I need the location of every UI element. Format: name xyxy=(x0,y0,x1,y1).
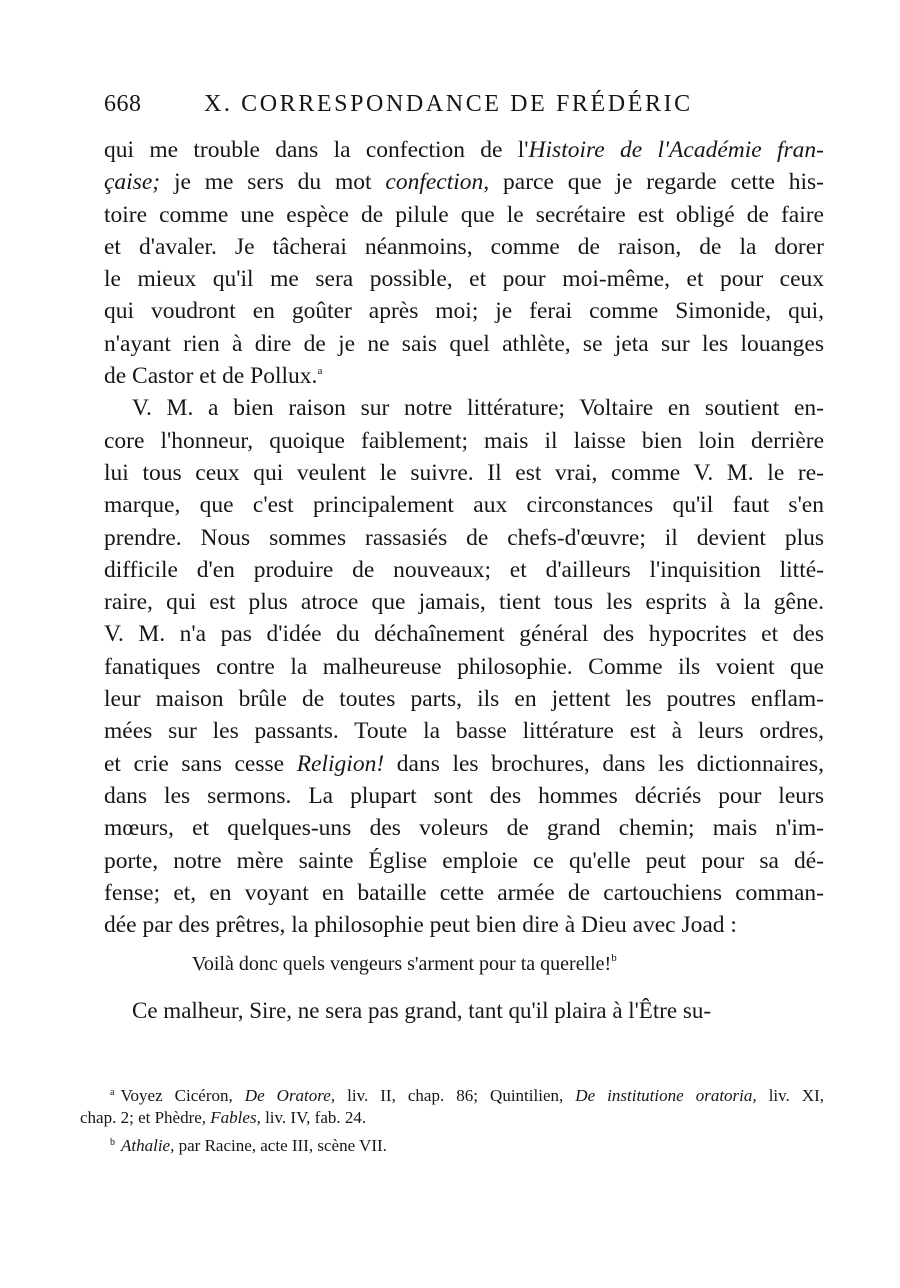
footnote-mark: a xyxy=(110,1087,115,1098)
text-line: n'ayant rien à dire de je ne sais quel athlète, se jeta sur les louanges xyxy=(104,330,824,357)
text-line: V. M. a bien raison sur notre littérature; Voltaire en soutient en- xyxy=(132,395,824,422)
footnote-a: $^a$ Voyez Cicéron, De Oratore, liv. II, chap. 86; Quintilien, De institutione oratoria, liv. XI, xyxy=(110,1086,825,1105)
footnote-b: $^b$ Athalie, par Racine, acte III, scène VII. xyxy=(110,1136,387,1155)
footnotes xyxy=(80,1080,824,1155)
text-line: lui tous ceux qui veulent le suivre. Il est vrai, comme V. M. le re- xyxy=(104,459,824,486)
running-header xyxy=(104,88,824,120)
main-text xyxy=(104,134,824,1028)
footnote-a-continued: chap. 2; et Phèdre, Fables, liv. IV, fab. 24. xyxy=(80,1108,367,1127)
text-line: toire comme une espèce de pilule que le secrétaire est obligé de faire xyxy=(104,201,824,228)
quoted-verse: Voilà donc quels vengeurs s'arment pour ta querelle!$^b$ xyxy=(192,952,617,976)
text-line: mées sur les passants. Toute la basse littérature est à leurs ordres, xyxy=(104,718,824,745)
text-line: le mieux qu'il me sera possible, et pour moi-même, et pour ceux xyxy=(104,266,824,293)
text-line: mœurs, et quelques-uns des voleurs de grand chemin; mais n'im- xyxy=(104,815,824,842)
text-line: dée par des prêtres, la philosophie peut bien dire à Dieu avec Joad : xyxy=(104,912,737,939)
running-title: X. CORRESPONDANCE DE FRÉDÉRIC xyxy=(204,91,693,117)
text-line: et d'avaler. Je tâcherai néanmoins, comme de raison, de la dorer xyxy=(104,233,824,260)
text-line: difficile d'en produire de nouveaux; et d'ailleurs l'inquisition litté- xyxy=(104,556,824,583)
text-line: porte, notre mère sainte Église emploie ce qu'elle peut pour sa dé- xyxy=(104,847,824,874)
text-line: Ce malheur, Sire, ne sera pas grand, tant qu'il plaira à l'Être su- xyxy=(132,998,711,1024)
text-line: prendre. Nous sommes rassasiés de chefs-d'œuvre; il devient plus xyxy=(104,524,824,551)
text-line: dans les sermons. La plupart sont des hommes décriés pour leurs xyxy=(104,782,824,809)
text-line: de Castor et de Pollux.$^a$ xyxy=(104,363,323,390)
text-line: fense; et, en voyant en bataille cette armée de cartouchiens comman- xyxy=(104,879,824,906)
text-line: raire, qui est plus atroce que jamais, tient tous les esprits à la gêne. xyxy=(104,589,824,616)
text-line: V. M. n'a pas d'idée du déchaînement général des hypocrites et des xyxy=(104,621,824,648)
text-line: qui me trouble dans la confection de l'Histoire de l'Académie fran- xyxy=(104,137,824,163)
text-line: leur maison brûle de toutes parts, ils en jettent les poutres enflam- xyxy=(104,686,824,713)
page-number: 668 xyxy=(104,91,142,117)
footnote-ref-a: a xyxy=(317,365,323,378)
text-line: çaise; je me sers du mot confection, parce que je regarde cette his- xyxy=(104,169,824,196)
text-line: qui voudront en goûter après moi; je ferai comme Simonide, qui, xyxy=(104,298,824,325)
footnote-mark: b xyxy=(110,1137,115,1148)
text-line: et crie sans cesse Religion! dans les brochures, dans les dictionnaires, xyxy=(104,750,824,777)
text-line: core l'honneur, quoique faiblement; mais il laisse bien loin derrière xyxy=(104,427,824,454)
text-line: fanatiques contre la malheureuse philosophie. Comme ils voient que xyxy=(104,653,824,680)
text-line: marque, que c'est principalement aux circonstances qu'il faut s'en xyxy=(104,492,824,519)
footnote-ref-b: b xyxy=(611,952,617,965)
